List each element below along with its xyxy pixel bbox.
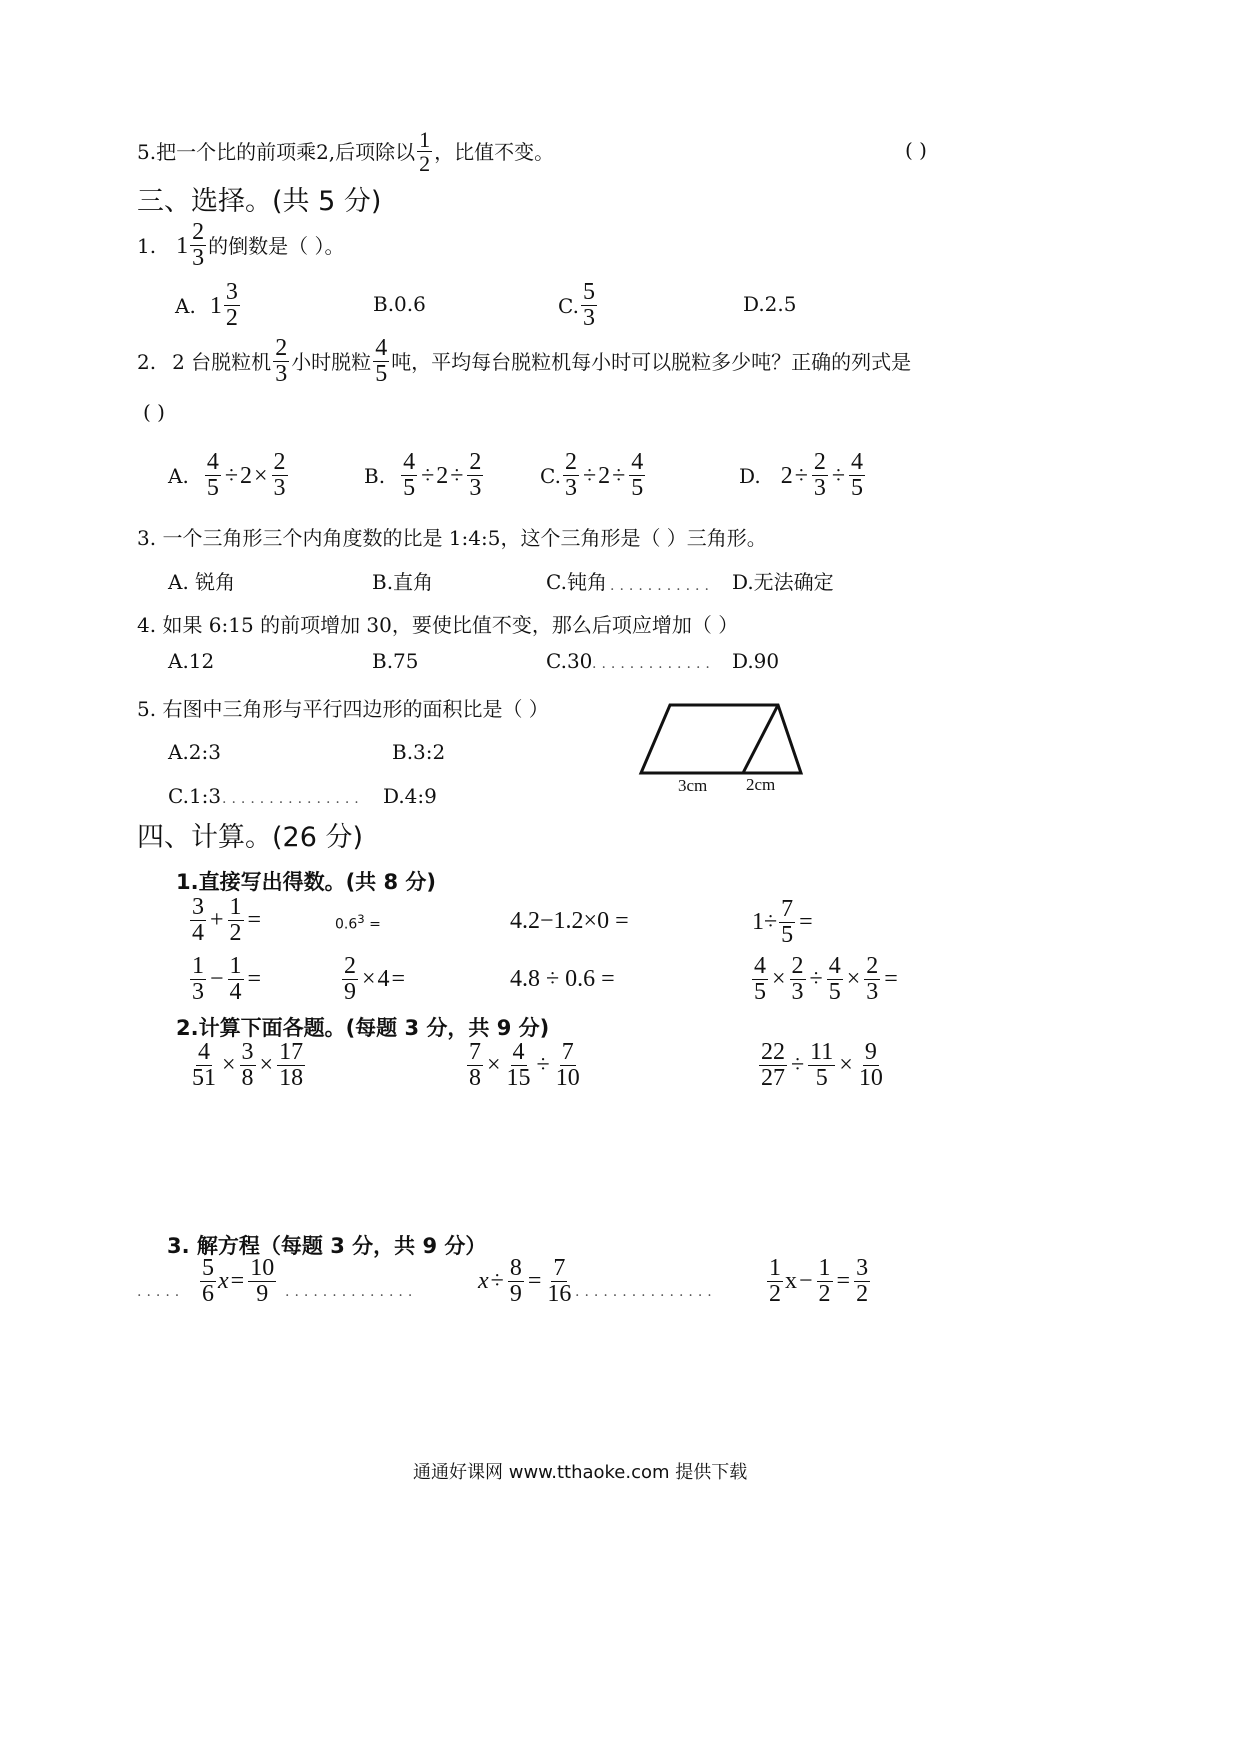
numerator: 7	[553, 1255, 566, 1281]
denominator: 5	[754, 979, 766, 1006]
fraction	[759, 1040, 787, 1091]
option-c	[540, 450, 647, 501]
numerator: 7	[781, 896, 794, 922]
fraction	[342, 954, 358, 1005]
denominator: 3	[866, 979, 879, 1006]
calc-item	[188, 1040, 307, 1091]
option-d: D.90	[732, 649, 780, 673]
numerator: 2	[273, 449, 286, 475]
operator: =	[884, 966, 898, 993]
numerator: 2	[275, 335, 288, 361]
option-label: C.	[540, 463, 561, 488]
option-a: A. 锐角	[168, 570, 236, 594]
fraction	[467, 450, 483, 501]
number: 2	[598, 462, 611, 489]
fraction	[373, 336, 389, 387]
fraction	[467, 1040, 483, 1091]
number: 2	[780, 462, 793, 489]
question-text: 吨，平均每台脱粒机每小时可以脱粒多少吨？正确的列式是	[391, 349, 912, 374]
numerator: 1	[229, 894, 242, 920]
option-c: C.30	[546, 649, 593, 673]
variable: x	[785, 1268, 797, 1295]
calc-item	[188, 954, 263, 1005]
fraction	[854, 1256, 870, 1307]
numerator: 3	[856, 1255, 869, 1281]
numerator: 3	[225, 279, 238, 305]
calc-item	[757, 1040, 887, 1091]
option-a	[175, 280, 242, 331]
operator: ×	[253, 462, 268, 489]
option-c: C.1:3	[168, 784, 222, 808]
fraction	[200, 1256, 216, 1307]
operator: =	[527, 1268, 542, 1295]
equation	[198, 1256, 278, 1307]
calc-item: 4.2−1.2×0 =	[510, 908, 629, 934]
answer-paren: ( )	[905, 138, 927, 162]
section-title: 三、选择。(共 5 分)	[137, 186, 382, 217]
variable: x	[478, 1268, 489, 1295]
numerator: 4	[206, 449, 219, 475]
numerator: 2	[866, 953, 879, 979]
page-footer: 通通好课网 www.tthaoke.com 提供下载	[413, 1462, 748, 1483]
fraction	[417, 128, 432, 175]
denominator: 2	[856, 1281, 869, 1308]
option-d: D.4:9	[383, 784, 437, 808]
calc-item	[340, 954, 407, 1005]
fraction	[808, 1040, 835, 1091]
fraction	[581, 280, 597, 331]
denominator: 3	[564, 475, 577, 502]
numerator: 1	[419, 127, 431, 152]
numerator: 5	[202, 1255, 214, 1281]
numerator: 10	[250, 1255, 275, 1281]
option-a	[168, 450, 290, 501]
fraction	[779, 897, 795, 948]
operator: ÷	[582, 462, 597, 489]
numerator: 1	[818, 1255, 831, 1281]
denominator: 3	[791, 979, 804, 1006]
denominator: 3	[582, 305, 595, 332]
option-b: B.直角	[372, 570, 434, 594]
option-d: D.2.5	[743, 292, 797, 316]
fraction	[767, 1256, 783, 1307]
operator: ×	[362, 966, 376, 993]
exponent: 3	[357, 912, 365, 926]
numerator: 2	[791, 953, 804, 979]
answer-paren: ( )	[143, 400, 165, 424]
base: 0.6	[335, 916, 358, 933]
calc-item	[188, 895, 263, 946]
whole-part: 1	[209, 292, 222, 319]
denominator: 10	[555, 1065, 580, 1092]
choice-q3: 3. 一个三角形三个内角度数的比是 1:4:5，这个三角形是（ ）三角形。	[137, 526, 767, 550]
denominator: 4	[229, 979, 242, 1006]
question-number: 2.	[137, 349, 157, 374]
operator: −	[799, 1268, 813, 1295]
numerator: 4	[851, 449, 864, 475]
parallelogram-diagram	[630, 695, 820, 800]
fraction	[864, 954, 880, 1005]
numerator: 1	[769, 1255, 781, 1281]
fraction	[827, 954, 843, 1005]
number: 4	[377, 966, 390, 993]
denominator: 3	[192, 245, 205, 272]
dotted-leader: ...............	[575, 1284, 717, 1300]
option-b: B.3:2	[392, 740, 446, 764]
dotted-leader: ...........	[610, 578, 714, 594]
denominator: 2	[229, 920, 242, 947]
fraction	[190, 954, 206, 1005]
operator: ÷	[794, 462, 808, 489]
denominator: 2	[225, 305, 238, 332]
numerator: 1	[192, 953, 204, 979]
operator: ÷	[450, 462, 464, 489]
numerator: 9	[864, 1039, 877, 1065]
number: 2	[436, 462, 449, 489]
numerator: 17	[279, 1039, 304, 1065]
operator: ÷	[490, 1268, 504, 1295]
numerator: 4	[198, 1039, 210, 1065]
operator: ÷	[809, 966, 823, 993]
dotted-leader: ...............	[222, 791, 364, 807]
sub-heading: 3. 解方程（每题 3 分，共 9 分）	[167, 1234, 487, 1258]
fraction	[857, 1040, 885, 1091]
number: 2	[239, 462, 252, 489]
sub-heading: 2.计算下面各题。(每题 3 分，共 9 分)	[176, 1016, 550, 1040]
equation	[478, 1256, 575, 1307]
denominator: 9	[256, 1281, 269, 1308]
numerator: 5	[582, 279, 595, 305]
denominator: 2	[419, 151, 431, 177]
option-c: C.钝角	[546, 570, 607, 594]
numerator: 2	[813, 449, 826, 475]
denominator: 3	[273, 475, 286, 502]
calc-item: 4.8 ÷ 0.6 =	[510, 966, 615, 992]
option-label: D.	[739, 463, 761, 488]
numerator: 4	[403, 449, 416, 475]
numerator: 4	[631, 449, 644, 475]
option-c	[558, 280, 599, 331]
judge-q5-prefix: 5.把一个比的前项乘2,后项除以	[137, 139, 416, 164]
denominator: 8	[241, 1065, 254, 1092]
denominator: 51	[192, 1065, 216, 1092]
dotted-leader: .............	[592, 656, 715, 672]
choice-q2	[137, 336, 911, 387]
denominator: 5	[828, 979, 841, 1006]
operator: ×	[846, 966, 861, 993]
sub-heading: 1.直接写出得数。(共 8 分)	[176, 870, 437, 894]
option-b: B.75	[372, 649, 419, 673]
operator: =	[836, 1268, 851, 1295]
fraction	[817, 1256, 833, 1307]
fraction	[273, 336, 289, 387]
fraction	[224, 280, 240, 331]
fraction	[240, 1040, 256, 1091]
operator: ÷	[224, 462, 238, 489]
label-2cm: 2cm	[746, 775, 776, 794]
option-d	[739, 450, 867, 501]
fraction	[508, 1256, 524, 1307]
numerator: 7	[469, 1039, 481, 1065]
operator: ×	[222, 1052, 236, 1079]
denominator: 5	[631, 475, 644, 502]
numerator: 1	[229, 953, 242, 979]
denominator: 3	[813, 475, 826, 502]
fraction	[505, 1040, 533, 1091]
option-a: A.2:3	[168, 740, 221, 764]
denominator: 5	[206, 475, 219, 502]
calc-item	[750, 954, 900, 1005]
denominator: 9	[344, 979, 356, 1006]
option-label: C.	[558, 293, 579, 318]
fraction	[272, 450, 288, 501]
denominator: 5	[375, 361, 388, 388]
denominator: 2	[818, 1281, 831, 1308]
section-title: 四、计算。(26 分)	[137, 822, 364, 853]
fraction	[629, 450, 645, 501]
denominator: 3	[275, 361, 288, 388]
calc-item	[465, 1040, 584, 1091]
denominator: 8	[469, 1065, 481, 1092]
operator: =	[391, 966, 406, 993]
calc-item	[335, 912, 381, 933]
numerator: 4	[375, 335, 388, 361]
denominator: 5	[403, 475, 416, 502]
denominator: 4	[192, 920, 204, 947]
triangle-edge	[743, 705, 778, 773]
fraction	[563, 450, 579, 501]
operator: 1÷	[752, 909, 778, 936]
option-b: B.0.6	[373, 292, 426, 316]
fraction	[190, 1040, 218, 1091]
operator: ÷	[536, 1052, 550, 1079]
option-d: D.无法确定	[732, 570, 834, 594]
denominator: 3	[469, 475, 482, 502]
numerator: 2	[564, 449, 577, 475]
denominator: 16	[547, 1281, 572, 1308]
fraction	[277, 1040, 305, 1091]
denominator: 18	[279, 1065, 304, 1092]
denominator: 15	[506, 1065, 531, 1092]
dotted-leader: ..............	[285, 1284, 418, 1300]
numerator: 11	[810, 1039, 834, 1065]
question-text: 的倒数是（ ）。	[208, 233, 345, 258]
fraction	[752, 954, 768, 1005]
denominator: 9	[509, 1281, 522, 1308]
numerator: 4	[828, 953, 841, 979]
numerator: 4	[754, 953, 766, 979]
operator: ×	[839, 1052, 853, 1079]
operator: ÷	[421, 462, 435, 489]
operator: ×	[259, 1052, 274, 1079]
question-text: 小时脱粒	[291, 349, 372, 374]
option-label: A.	[168, 463, 189, 488]
denominator: 6	[202, 1281, 214, 1308]
numerator: 3	[192, 894, 204, 920]
operator: +	[210, 907, 224, 934]
option-label: A.	[175, 293, 196, 318]
operator: =	[247, 966, 262, 993]
operator: ÷	[831, 462, 846, 489]
variable: x	[218, 1268, 229, 1295]
denominator: 5	[851, 475, 864, 502]
option-b	[364, 450, 485, 501]
judge-q5	[137, 128, 554, 175]
operator: −	[210, 966, 224, 993]
fraction	[248, 1256, 276, 1307]
denominator: 10	[858, 1065, 883, 1092]
numerator: 22	[761, 1039, 785, 1065]
fraction	[790, 954, 806, 1005]
fraction	[228, 895, 244, 946]
operator: =	[799, 909, 813, 936]
operator: =	[230, 1268, 245, 1295]
choice-q4: 4. 如果 6:15 的前项增加 30，要使比值不变，那么后项应增加（ ）	[137, 613, 739, 637]
fraction	[205, 450, 221, 501]
operator: ×	[487, 1052, 501, 1079]
operator: ÷	[791, 1052, 805, 1079]
denominator: 27	[761, 1065, 785, 1092]
numerator: 2	[192, 219, 205, 245]
fraction	[812, 450, 828, 501]
calc-item	[752, 897, 815, 948]
fraction	[190, 220, 206, 271]
parallelogram-shape	[641, 705, 801, 773]
option-label: B.	[364, 463, 386, 488]
fraction	[401, 450, 417, 501]
dotted-leader: .....	[137, 1284, 185, 1300]
denominator: 3	[192, 979, 204, 1006]
numerator: 2	[344, 953, 356, 979]
option-a: A.12	[168, 649, 215, 673]
operator: =	[247, 907, 262, 934]
numerator: 7	[561, 1039, 574, 1065]
denominator: 2	[769, 1281, 781, 1308]
operator: =	[369, 916, 381, 933]
numerator: 4	[512, 1039, 525, 1065]
numerator: 8	[509, 1255, 522, 1281]
equation	[765, 1256, 872, 1307]
numerator: 2	[469, 449, 482, 475]
operator: ÷	[612, 462, 626, 489]
operator: ×	[772, 966, 786, 993]
question-text: 2 台脱粒机	[172, 349, 272, 374]
fraction	[849, 450, 865, 501]
fraction	[545, 1256, 573, 1307]
denominator: 5	[781, 922, 794, 949]
judge-q5-suffix: ，比值不变。	[434, 139, 555, 164]
label-3cm: 3cm	[678, 776, 708, 795]
whole-part: 1	[176, 232, 189, 259]
fraction	[554, 1040, 582, 1091]
choice-q1	[137, 220, 344, 271]
choice-q5: 5. 右图中三角形与平行四边形的面积比是（ ）	[137, 697, 549, 721]
fraction	[190, 895, 206, 946]
denominator: 5	[815, 1065, 828, 1092]
numerator: 3	[241, 1039, 254, 1065]
fraction	[228, 954, 244, 1005]
question-number: 1.	[137, 233, 157, 258]
